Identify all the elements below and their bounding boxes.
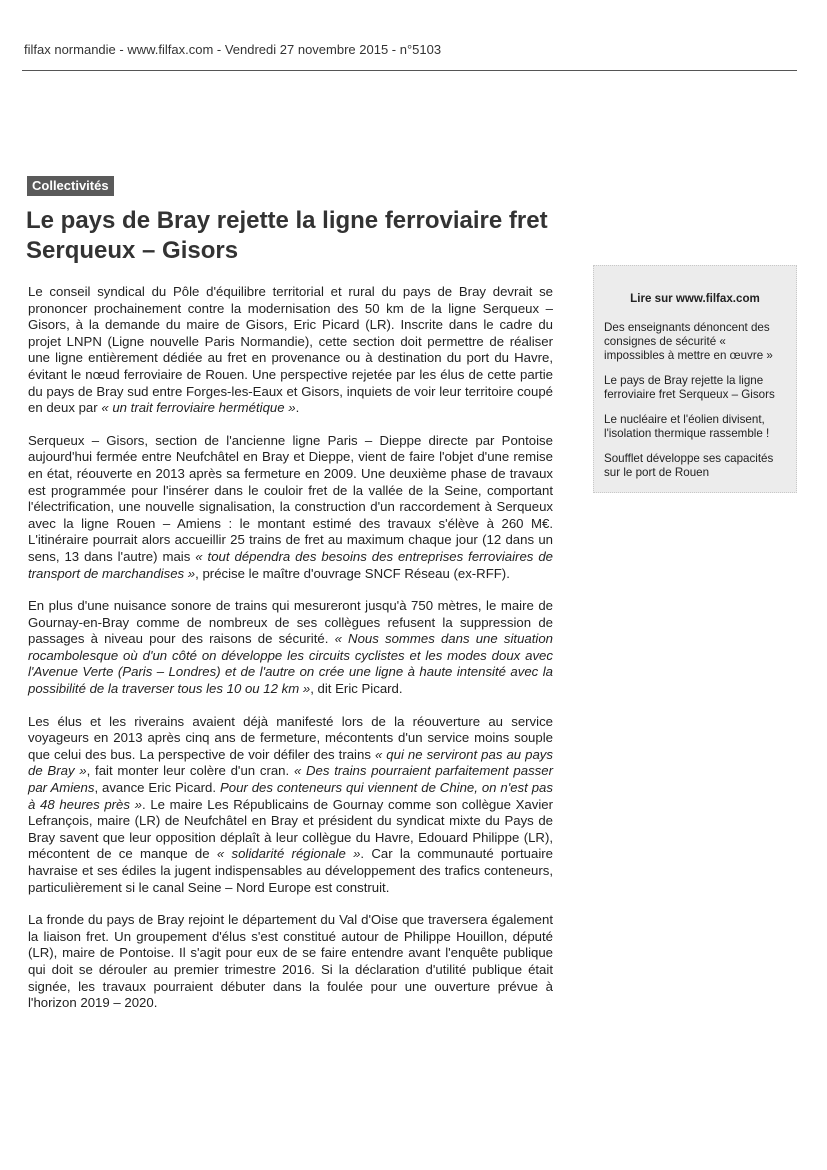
paragraph-text: La fronde du pays de Bray rejoint le département du Val d'Oise que traversera également la liaison fret. Un groupement d'élus s'est constitué autour de Philippe Houillon, député (LR), maire de Pontoise. Il s'agit pour eux de se faire entendre avant l'enquête publique qui doit se dérouler au premier trimestre 2016. Si la déclaration d'utilité publique était signée, les travaux pourraient débuter dans la foulée pour une ouverture prévue à l'horizon 2019 – 2020.	[28, 912, 553, 1011]
paragraph-text: En plus d'une nuisance sonore de trains qui mesureront jusqu'à 750 mètres, le maire de Gournay-en-Bray comme de nombreux de ses collègues refusent la suppression de passages à niveau pour des raisons de sécurité.	[28, 598, 553, 647]
article-paragraph	[28, 284, 553, 417]
paragraph-text: , avance Eric Picard.	[94, 780, 220, 796]
quoted-text: « solidarité régionale »	[216, 846, 361, 862]
article-title: Le pays de Bray rejette la ligne ferroviaire fret Serqueux – Gisors	[26, 207, 548, 264]
article-paragraph	[28, 598, 553, 698]
quoted-text: « Nous sommes dans une situation rocambolesque où d'un côté on développe les circuits cyclistes et les modes doux avec l'Avenue Verte (Paris – Londres) et de l'autre on crée une ligne à haute intensité avec la possibilité de la traverser tous les 10 ou 12 km »	[28, 631, 553, 697]
paragraph-text: , dit Eric Picard.	[310, 681, 403, 697]
related-links-box	[593, 265, 797, 493]
paragraph-text: , précise le maître d'ouvrage SNCF Réseau (ex-RFF).	[195, 565, 510, 581]
related-link[interactable]: Le pays de Bray rejette la ligne ferroviaire fret Serqueux – Gisors	[604, 374, 775, 401]
quoted-text: Pour des conteneurs qui viennent de Chine, on n'est pas à 48 heures près »	[28, 780, 553, 812]
header-divider	[22, 70, 797, 71]
paragraph-text: , fait monter leur colère d'un cran.	[86, 763, 294, 779]
related-link[interactable]: Soufflet développe ses capacités sur le port de Rouen	[604, 452, 774, 479]
paragraph-text: . Car la communauté portuaire havraise et ses édiles la jugent indispensables au développement des trafics conteneurs, particulièrement si le canal Seine – Nord Europe est construit.	[28, 846, 553, 895]
quoted-text: « qui ne serviront pas au pays de Bray »	[28, 746, 553, 779]
article-paragraph	[28, 433, 553, 582]
article-paragraph	[28, 714, 553, 897]
quoted-text: « Des trains pourraient parfaitement passer par Amiens	[28, 763, 553, 796]
publication-header: filfax normandie - www.filfax.com - Vendredi 27 novembre 2015 - n°5103	[24, 42, 442, 57]
related-link[interactable]: Des enseignants dénoncent des consignes de sécurité « impossibles à mettre en œuvre »	[604, 321, 773, 362]
article-body	[28, 284, 553, 1028]
related-link[interactable]: Le nucléaire et l'éolien divisent, l'isolation thermique rassemble !	[604, 413, 770, 440]
paragraph-text: Les élus et les riverains avaient déjà manifesté lors de la réouverture au service voyageurs en 2013 après cinq ans de fermeture, mécontents d'un service moins souple que celui des bus. La perspective de voir défiler des trains	[28, 713, 553, 762]
paragraph-text: . Le maire Les Républicains de Gournay comme son collègue Xavier Lefrançois, maire (LR) de Neufchâtel en Bray et président du syndicat mixte du Pays de Bray savent que leur opposition déplaît à leur collègue du Havre, Edouard Philippe (LR), mécontent de ce manque de	[28, 796, 553, 862]
category-badge: Collectivités	[27, 176, 114, 196]
quoted-text: « un trait ferroviaire hermétique »	[101, 400, 296, 416]
paragraph-text: Le conseil syndical du Pôle d'équilibre territorial et rural du pays de Bray devrait se prononcer prochainement contre la modernisation des 50 km de la ligne Serqueux – Gisors, à la demande du maire de Gisors, Eric Picard (LR). Inscrite dans le cadre du projet LNPN (Ligne nouvelle Paris Normandie), cette section doit permettre de réaliser une ligne entièrement dédiée au fret en provenance ou à destination du port du Havre, évitant le nœud ferroviaire de Rouen. Une perspective rejetée par les élus de cette partie du pays de Bray sud entre Forges-les-Eaux et Gisors, inquiets de voir leur territoire coupé en deux par	[28, 284, 553, 416]
quoted-text: « tout dépendra des besoins des entreprises ferroviaires de transport de marchandises »	[28, 548, 553, 581]
paragraph-text: Serqueux – Gisors, section de l'ancienne ligne Paris – Dieppe directe par Pontoise aujourd'hui fermée entre Neufchâtel en Bray et Dieppe, vient de faire l'objet d'une remise en état, réouverte en 2013 après sa fermeture en 2009. Une deuxième phase de travaux est programmée pour l'insérer dans le couloir fret de la vallée de la Seine, comportant l'électrification, une nouvelle signalisation, la construction d'un raccordement à Serqueux avec la ligne Rouen – Amiens : le montant estimé des travaux s'élève à 260 M€. L'itinéraire pourrait alors accueillir 25 trains de fret au maximum chaque jour (12 dans un sens, 13 dans l'autre) mais	[28, 432, 553, 564]
paragraph-text: .	[295, 400, 300, 416]
related-links-heading: Lire sur www.filfax.com	[630, 292, 760, 305]
article-paragraph	[28, 912, 553, 1012]
